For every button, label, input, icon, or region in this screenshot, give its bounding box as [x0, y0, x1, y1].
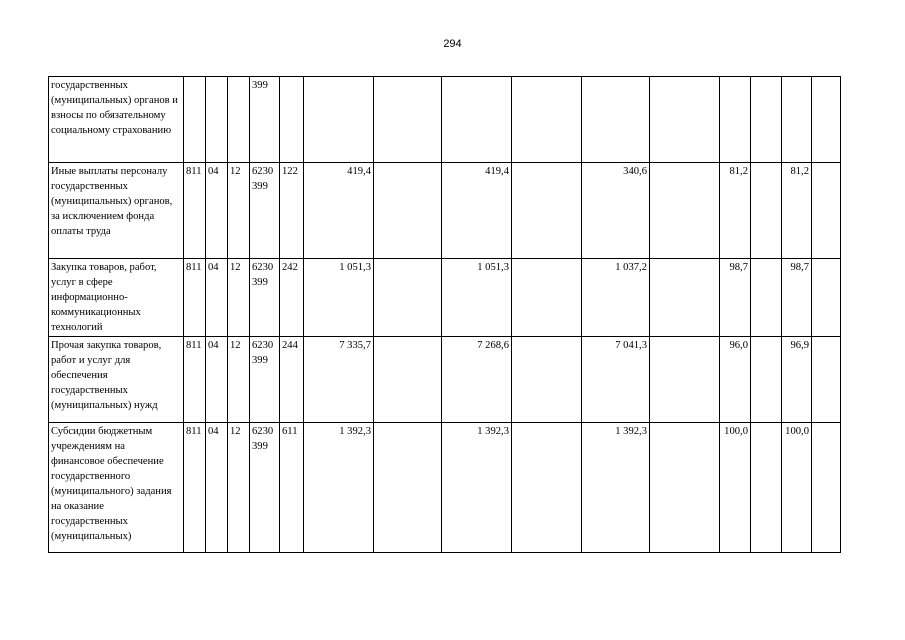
csr-code: 6230 399 — [250, 337, 280, 423]
table-row — [49, 337, 841, 423]
page-number: 294 — [443, 38, 462, 50]
empty-cell — [374, 423, 442, 553]
table-row — [49, 259, 841, 337]
razdel-code: 04 — [206, 259, 228, 337]
percent-adjusted: 98,7 — [782, 259, 812, 337]
empty-cell — [650, 163, 720, 259]
vr-code: 242 — [280, 259, 304, 337]
csr-code: 6230 399 — [250, 259, 280, 337]
percent-adjusted: 100,0 — [782, 423, 812, 553]
csr-code: 6230 399 — [250, 423, 280, 553]
podrazdel-code: 12 — [228, 337, 250, 423]
value-actual: 7 041,3 — [582, 337, 650, 423]
razdel-code: 04 — [206, 337, 228, 423]
value-adjusted: 7 268,6 — [442, 337, 512, 423]
row-name: государственных (муниципальных) органов и взносы по обязательному социальному страхованию — [49, 77, 184, 163]
ved-code: 811 — [184, 259, 206, 337]
budget-table — [48, 76, 841, 553]
podrazdel-code: 12 — [228, 259, 250, 337]
csr-code: 399 — [250, 77, 280, 163]
value-adjusted — [442, 77, 512, 163]
empty-cell — [812, 337, 841, 423]
row-name: Закупка товаров, работ, услуг в сфере информационно-коммуникационных технологий — [49, 259, 184, 337]
percent-plan — [720, 77, 751, 163]
percent-adjusted: 96,9 — [782, 337, 812, 423]
percent-plan: 96,0 — [720, 337, 751, 423]
empty-cell — [512, 77, 582, 163]
table-row — [49, 163, 841, 259]
podrazdel-code: 12 — [228, 163, 250, 259]
razdel-code — [206, 77, 228, 163]
empty-cell — [751, 259, 782, 337]
value-adjusted: 1 051,3 — [442, 259, 512, 337]
vr-code — [280, 77, 304, 163]
percent-plan: 81,2 — [720, 163, 751, 259]
empty-cell — [812, 77, 841, 163]
value-plan — [304, 77, 374, 163]
empty-cell — [812, 163, 841, 259]
value-plan: 7 335,7 — [304, 337, 374, 423]
value-actual: 1 392,3 — [582, 423, 650, 553]
table-row — [49, 423, 841, 553]
ved-code — [184, 77, 206, 163]
value-actual: 1 037,2 — [582, 259, 650, 337]
value-plan: 419,4 — [304, 163, 374, 259]
razdel-code: 04 — [206, 163, 228, 259]
empty-cell — [512, 423, 582, 553]
empty-cell — [751, 337, 782, 423]
empty-cell — [751, 423, 782, 553]
percent-adjusted — [782, 77, 812, 163]
empty-cell — [512, 163, 582, 259]
empty-cell — [650, 259, 720, 337]
empty-cell — [374, 77, 442, 163]
row-name: Иные выплаты персоналу государственных (муниципальных) органов, за исключением фонда оплаты труда — [49, 163, 184, 259]
csr-code: 6230 399 — [250, 163, 280, 259]
ved-code: 811 — [184, 163, 206, 259]
razdel-code: 04 — [206, 423, 228, 553]
empty-cell — [650, 337, 720, 423]
value-adjusted: 1 392,3 — [442, 423, 512, 553]
percent-adjusted: 81,2 — [782, 163, 812, 259]
percent-plan: 98,7 — [720, 259, 751, 337]
podrazdel-code: 12 — [228, 423, 250, 553]
value-actual: 340,6 — [582, 163, 650, 259]
empty-cell — [650, 77, 720, 163]
row-name: Прочая закупка товаров, работ и услуг для обеспечения государственных (муниципальных) нужд — [49, 337, 184, 423]
ved-code: 811 — [184, 337, 206, 423]
empty-cell — [751, 163, 782, 259]
empty-cell — [812, 259, 841, 337]
empty-cell — [374, 163, 442, 259]
empty-cell — [812, 423, 841, 553]
table-row — [49, 77, 841, 163]
row-name: Субсидии бюджетным учреждениям на финансовое обеспечение государственного (муниципального) задания на оказание государственных (муниципальных) — [49, 423, 184, 553]
podrazdel-code — [228, 77, 250, 163]
value-adjusted: 419,4 — [442, 163, 512, 259]
value-plan: 1 051,3 — [304, 259, 374, 337]
empty-cell — [374, 337, 442, 423]
ved-code: 811 — [184, 423, 206, 553]
empty-cell — [751, 77, 782, 163]
vr-code: 244 — [280, 337, 304, 423]
empty-cell — [512, 337, 582, 423]
value-plan: 1 392,3 — [304, 423, 374, 553]
percent-plan: 100,0 — [720, 423, 751, 553]
empty-cell — [512, 259, 582, 337]
empty-cell — [650, 423, 720, 553]
value-actual — [582, 77, 650, 163]
vr-code: 611 — [280, 423, 304, 553]
vr-code: 122 — [280, 163, 304, 259]
empty-cell — [374, 259, 442, 337]
